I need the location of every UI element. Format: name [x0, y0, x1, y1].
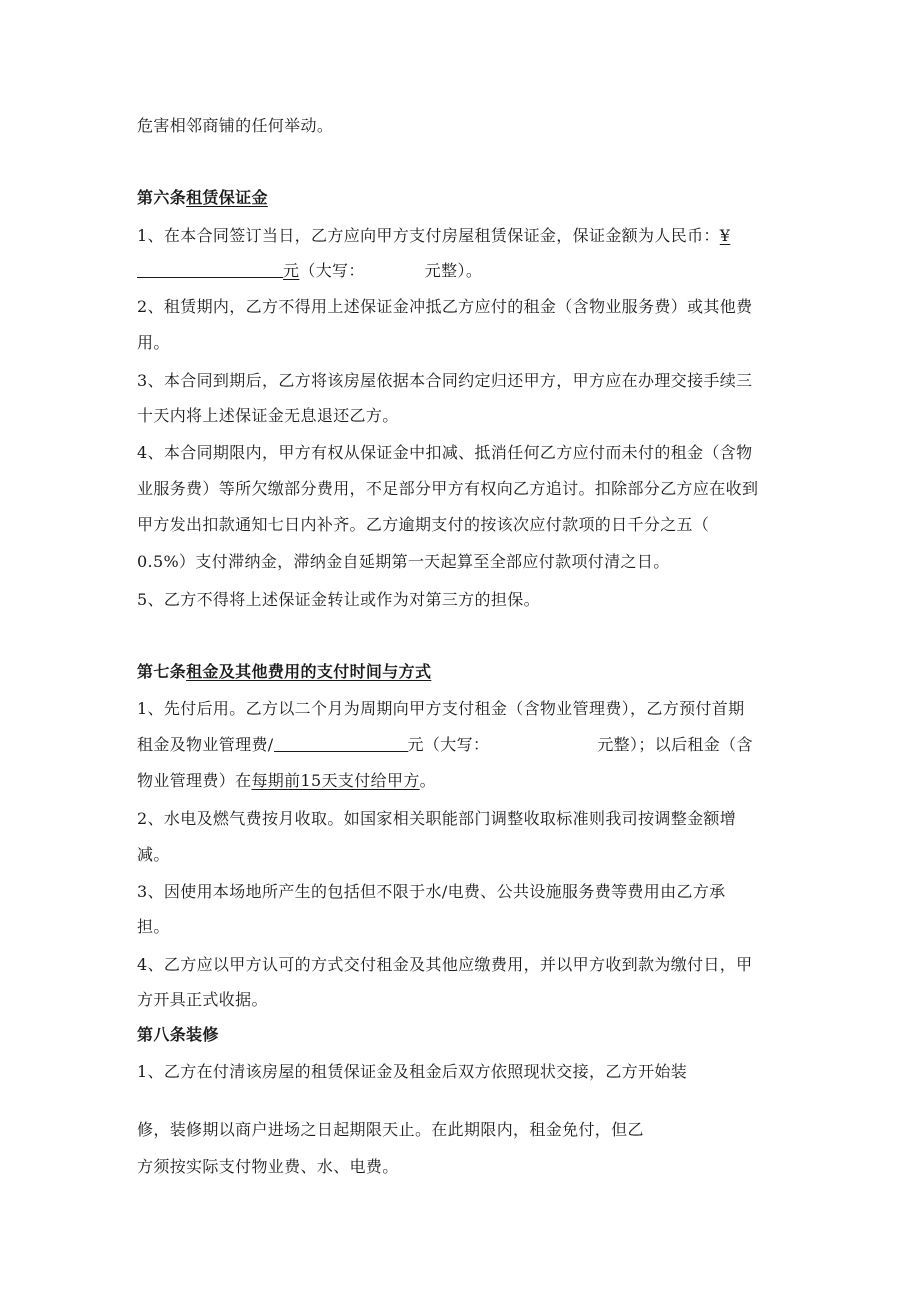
text-span: 租金及物业管理费/ [137, 735, 274, 754]
text-line: 担。 [137, 917, 170, 936]
text-span: 元整）。 [424, 261, 483, 280]
text-line: 方开具正式收据。 [137, 990, 268, 1009]
text-line: 2、租赁期内，乙方不得用上述保证金冲抵乙方应付的租金（含物业服务费）或其他费 [137, 297, 753, 316]
text-line [137, 735, 753, 755]
heading-title: 租赁保证金 [186, 188, 268, 207]
text-line: 3、本合同到期后，乙方将该房屋依据本合同约定归还甲方，甲方应在办理交接手续三 [137, 371, 753, 390]
text-line: 方须按实际支付物业费、水、电费。 [137, 1157, 399, 1176]
text-span: 物业管理费）在 [137, 771, 252, 790]
heading-prefix: 第六条 [137, 188, 187, 207]
currency-symbol: ¥ [719, 226, 731, 245]
text-line [137, 771, 436, 791]
text-span: 元整）；以后租金（含 [597, 735, 753, 754]
text-line: 危害相邻商铺的任何举动。 [137, 116, 334, 135]
text-span: （大写： [299, 261, 365, 280]
text-line [137, 226, 730, 246]
text-line: 修，装修期以商户进场之日起期限天止。在此期限内，租金免付，但乙 [137, 1120, 644, 1139]
text-line: 1、先付后用。乙方以二个月为周期向甲方支付租金（含物业管理费），乙方预付首期 [137, 699, 745, 718]
text-line: 0.5%）支付滞纳金，滞纳金自延期第一天起算至全部应付款项付清之日。 [137, 552, 670, 571]
section-heading-6 [137, 188, 268, 208]
text-line: 减。 [137, 845, 170, 864]
text-line: 4、乙方应以甲方认可的方式交付租金及其他应缴费用，并以甲方收到款为缴付日，甲 [137, 955, 753, 974]
text-line: 2、水电及燃气费按月收取。如国家相关职能部门调整收取标准则我司按调整金额增 [137, 809, 737, 828]
text-line: 1、乙方在付清该房屋的租赁保证金及租金后双方依照现状交接，乙方开始装 [137, 1062, 688, 1081]
text-line: 业服务费）等所欠缴部分费用，不足部分甲方有权向乙方追讨。扣除部分乙方应在收到 [137, 479, 759, 498]
text-line: 十天内将上述保证金无息退还乙方。 [137, 406, 399, 425]
text-line [137, 261, 482, 281]
text-span: 1、在本合同签订当日，乙方应向甲方支付房屋租赁保证金，保证金额为人民币： [137, 226, 720, 245]
text-line: 4、本合同期限内，甲方有权从保证金中扣减、抵消任何乙方应付而未付的租金（含物 [137, 443, 753, 462]
text-line: 3、因使用本场地所产生的包括但不限于水/电费、公共设施服务费等费用由乙方承 [137, 882, 726, 901]
section-heading-7 [137, 662, 431, 682]
text-line: 用。 [137, 333, 170, 352]
underlined-term: 每期前15天支付给甲方 [251, 771, 420, 790]
heading-title: 租金及其他费用的支付时间与方式 [186, 662, 432, 681]
amount-blank [274, 735, 408, 752]
text-span: 。 [419, 771, 437, 790]
text-line: 甲方发出扣款通知七日内补齐。乙方逾期支付的按该次应付款项的日千分之五（ [137, 515, 710, 534]
amount-blank [137, 261, 283, 278]
text-line: 5、乙方不得将上述保证金转让或作为对第三方的担保。 [137, 590, 540, 609]
text-span: 元 [283, 261, 300, 280]
section-heading-8: 第八条装修 [137, 1025, 219, 1044]
text-span: 元（大写： [407, 735, 490, 754]
heading-prefix: 第七条 [137, 662, 187, 681]
